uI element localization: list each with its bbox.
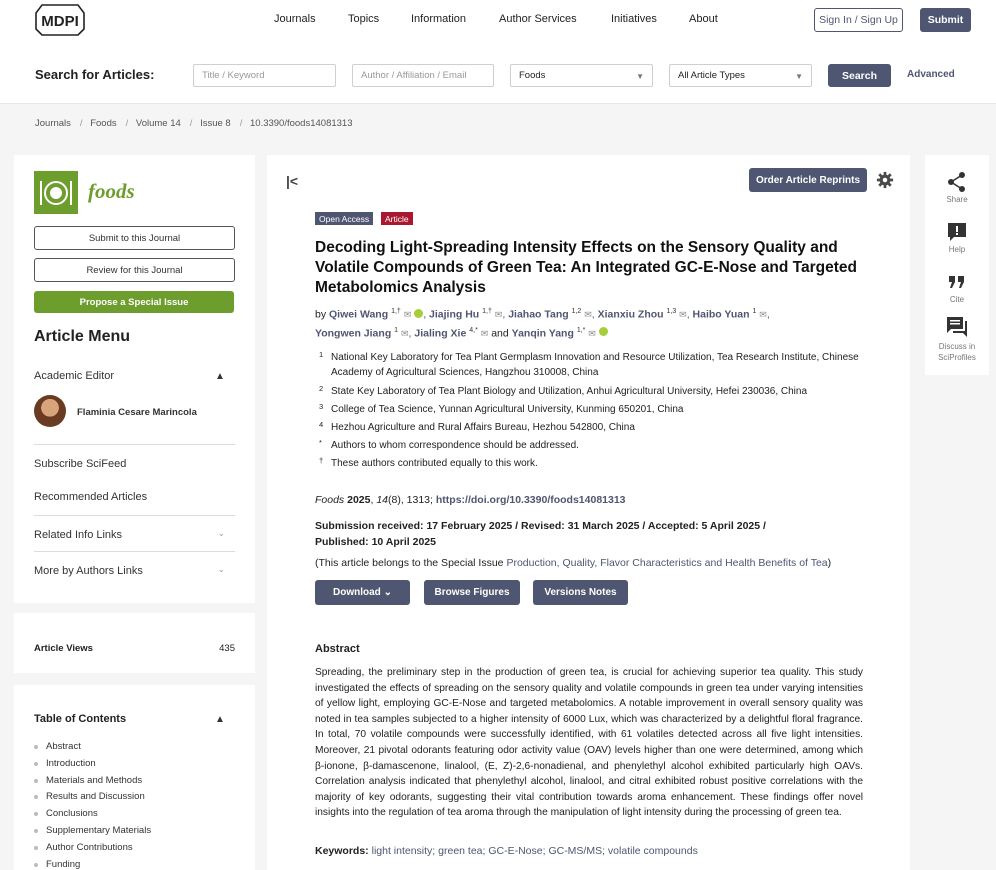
email-icon[interactable]: ✉ [584,309,592,320]
collapse-sidebar-icon[interactable]: |< [286,173,299,189]
discuss-button[interactable] [925,315,989,363]
cite-year: 2025 [347,494,371,506]
orcid-icon[interactable] [414,309,423,318]
doi-link[interactable]: https://doi.org/10.3390/foods14081313 [435,494,626,506]
toc-item[interactable]: Conclusions [34,808,151,825]
logo-text: MDPI [41,13,79,30]
affiliation-text: State Key Laboratory of Tea Plant Biology and Utilization, Anhui Agricultural University, Hefei 230036, China [331,386,808,397]
by-label: by [315,308,327,321]
download-button[interactable] [315,580,410,605]
chevron-up-icon[interactable]: ▲ [215,371,225,382]
affiliation-number: * [319,438,322,447]
more-by-authors-links[interactable] [34,551,235,587]
article-type-value: All Article Types [678,70,745,81]
nav-initiatives[interactable]: Initiatives [611,13,657,25]
table-of-contents [14,685,255,870]
chevron-down-icon: ▼ [636,72,644,81]
cite-journal: Foods [315,494,345,506]
journal-select[interactable] [510,64,653,87]
article-title: Decoding Light-Spreading Intensity Effects on the Sensory Quality and Volatile Compounds of Green Tea: An Integrated GC-E-Nose and Targeted Metabolomics Analysis [315,239,857,296]
author-sup: 1,3 [666,308,677,315]
editor-name[interactable]: Flaminia Cesare Marincola [77,407,197,418]
subscribe-label: Subscribe SciFeed [34,458,127,470]
abstract-heading: Abstract [315,643,360,655]
chevron-down-icon: ⌄ [383,587,392,598]
author-link[interactable]: Yanqin Yang [511,327,574,339]
breadcrumb-doi: 10.3390/foods14081313 [250,118,353,129]
special-prefix: (This article belongs to the Special Issue [315,557,507,569]
nav-author-services[interactable]: Author Services [499,13,577,25]
breadcrumb: Journals / Foods / Volume 14 / Issue 8 / 10.3390/foods14081313 [35,118,353,129]
author-link[interactable]: Jiajing Hu [429,308,480,321]
submit-to-journal-button[interactable]: Submit to this Journal [34,226,235,250]
toc-item[interactable]: Funding [34,859,151,870]
citation-line: Foods 2025, 14(8), 1313; https://doi.org/10.3390/foods14081313 [315,494,626,506]
affiliation-text: These authors contributed equally to this work. [331,458,538,469]
right-toolbar [925,155,989,375]
share-button[interactable] [925,171,989,204]
special-suffix: ) [827,557,832,569]
download-label: Download [333,587,381,598]
nav-about[interactable]: About [689,13,718,25]
affiliation-text: Authors to whom correspondence should be addressed. [331,440,579,451]
author-list: by Qiwei Wang $^{1,\dagger}$ ✉ , Jiajing Hu $^{1,\dagger}$ ✉, Jiahao Tang $^{1,2}$ ✉, Xianxiu Zhou $^{1,3}$ ✉, Haibo Yuan $^1$ ✉, Yongwen Jiang $^1$ ✉, Jialing Xie $^{4,*}$ ✉ and Yanqin Yang $^{1,*}$ ✉ [315,308,770,339]
search-button[interactable]: Search [828,64,891,87]
author-sup: 1,2 [571,308,582,315]
propose-special-issue-button[interactable]: Propose a Special Issue [34,291,234,313]
browse-figures-button[interactable]: Browse Figures [424,580,520,605]
affiliation-text: College of Tea Science, Yunnan Agricultural University, Kunming 650201, China [331,404,684,415]
order-reprints-button[interactable]: Order Article Reprints [749,168,867,192]
cite-label: Cite [949,295,965,304]
title-keyword-input[interactable]: Title / Keyword [193,64,336,87]
more-authors-label: More by Authors Links [34,565,143,577]
author-link[interactable]: Qiwei Wang [329,308,389,321]
breadcrumb-issue[interactable]: Issue 8 [200,118,231,129]
author-link[interactable]: Jiahao Tang [508,308,569,321]
special-issue-link[interactable]: Production, Quality, Flavor Characteristics and Health Benefits of Tea [506,557,828,569]
publication-dates: Submission received: 17 February 2025 / Revised: 31 March 2025 / Accepted: 5 April 2025 / Published: 10 April 2025 [315,520,766,548]
author-link[interactable]: Xianxiu Zhou [597,308,664,321]
author-sup: 1 [752,308,757,315]
cite-volume: 14 [376,494,388,506]
help-button[interactable] [925,221,989,254]
quote-icon [946,271,968,293]
avatar [34,395,66,427]
author-link[interactable]: Haibo Yuan [692,308,750,321]
help-icon [946,221,968,243]
author-input[interactable]: Author / Affiliation / Email [352,64,494,87]
help-label: Help [948,245,966,254]
journal-name[interactable]: foods [88,179,135,203]
open-access-badge: Open Access [315,212,373,225]
email-icon[interactable]: ✉ [679,309,687,320]
author-sup: 1,† [482,308,492,315]
left-sidebar [14,155,255,603]
keywords [315,845,698,857]
article-menu-title: Article Menu [34,328,131,345]
special-issue-note [315,557,875,569]
sign-in-button[interactable]: Sign In / Sign Up [814,8,903,32]
related-label: Related Info Links [34,529,123,541]
article-main [267,155,910,870]
affiliation-number: 2 [319,384,324,393]
top-header [0,0,996,104]
author-sup: 1 [394,326,399,334]
chevron-up-icon[interactable]: ▲ [215,714,225,725]
share-icon [946,171,968,193]
chevron-down-icon: ⌄ [217,564,225,574]
submit-button[interactable]: Submit [920,8,971,32]
article-type-select[interactable] [669,64,812,87]
author-sup: 4,* [469,326,478,334]
toc-item[interactable]: Author Contributions [34,842,151,859]
breadcrumb-volume[interactable]: Volume 14 [135,118,181,129]
keyword-links[interactable]: light intensity; green tea; GC-E-Nose; GC-MS/MS; volatile compounds [371,845,698,857]
toc-item[interactable]: Materials and Methods [34,775,151,792]
toc-title[interactable]: Table of Contents [34,713,127,725]
cite-button[interactable] [925,271,989,304]
email-icon[interactable]: ✉ [400,328,409,338]
toc-item[interactable]: Abstract [34,741,151,758]
chevron-down-icon: ▼ [795,72,803,81]
discuss-label: Discuss in SciProfiles [938,342,976,362]
keywords-label: Keywords: [315,845,369,857]
email-icon[interactable]: ✉ [403,309,412,320]
toc-item[interactable]: Introduction [34,758,151,775]
foods-journal-icon[interactable] [34,171,78,214]
article-views-label: Article Views [34,643,93,654]
and-label: and [491,327,509,339]
versions-notes-button[interactable]: Versions Notes [533,580,628,605]
abstract-text: Spreading, the preliminary step in the production of green tea, is crucial for achieving superior tea quality. This study investigated the effects of spreading on the sensory quality and volatile compounds in green tea under varying intensities of yellow light, employing GC-E-Nose and targeted metabolomics. A notable improvement in overall sensory quality was noted in tea samples subjected to a higher intensity of 6000 Lux, which was characterized by a delightful floral fragrance. In total, 70 volatile compounds were successfully identified, with 61 volatiles detected across all five light intensities. Moreover, 21 pivotal odorants featuring odor activity value (OAV) levels higher than one were determined, among which β-ionone, β-damascenone, linalool, (E, Z)-2,6-nonadienal, and phenylethyl alcohol exhibited particularly high OAVs. Correlation analysis indicated that phenylethyl alcohol, linalool, and citral exhibited robust positive correlations with the majority of key odorants, suggesting their vital contribution towards aroma enhancement. These findings offer novel insights into the regulation of tea aroma through the manipulation of light intensity during the processing of green tea. [315,667,863,819]
orcid-icon[interactable] [599,327,608,336]
gear-icon[interactable] [876,171,894,189]
search-label: Search for Articles: [35,67,155,82]
journal-select-value: Foods [519,70,546,81]
author-link[interactable]: Yongwen Jiang [315,327,392,339]
chevron-down-icon: ⌄ [217,528,225,538]
affiliation-text: Hezhou Agriculture and Rural Affairs Bureau, Hezhou 542800, China [331,422,635,433]
recommended-label: Recommended Articles [34,491,148,503]
comments-icon [945,315,969,339]
toc-item[interactable]: Results and Discussion [34,791,151,808]
cite-issue: (8), 1313; [388,494,436,506]
affiliation-number: 3 [319,402,324,411]
affiliation-number: 4 [319,420,324,429]
share-label: Share [946,195,968,204]
author-link[interactable]: Jialing Xie [414,327,467,339]
recommended-articles-link[interactable] [34,480,235,516]
nav-topics[interactable]: Topics [348,13,380,25]
breadcrumb-foods[interactable]: Foods [90,118,117,129]
email-icon[interactable]: ✉ [759,309,767,320]
subscribe-scifeed-link[interactable] [34,444,235,480]
toc-item[interactable]: Supplementary Materials [34,825,151,842]
nav-journals[interactable]: Journals [274,13,316,25]
affiliation-number: † [319,456,324,465]
article-type-badge: Article [381,212,413,225]
related-info-links[interactable] [34,515,235,551]
author-sup: 1,* [576,326,586,334]
email-icon[interactable]: ✉ [480,328,489,338]
academic-editor-heading[interactable]: Academic Editor [34,370,115,382]
email-icon[interactable]: ✉ [494,309,503,320]
affiliation-number: 1 [319,350,324,359]
affiliation-text: National Key Laboratory for Tea Plant Germplasm Innovation and Resource Utilization, Tea Research Institute, Chinese Academy of Agricultural Sciences, Hangzhou 310008, China [331,352,859,378]
review-for-journal-button[interactable]: Review for this Journal [34,258,235,282]
breadcrumb-journals[interactable]: Journals [35,118,71,129]
nav-information[interactable]: Information [411,13,467,25]
article-views-panel [14,613,255,673]
email-icon[interactable]: ✉ [588,328,596,338]
author-sup: 1,† [391,308,401,315]
article-views-count: 435 [219,643,235,654]
advanced-search-link[interactable]: Advanced [907,69,955,80]
